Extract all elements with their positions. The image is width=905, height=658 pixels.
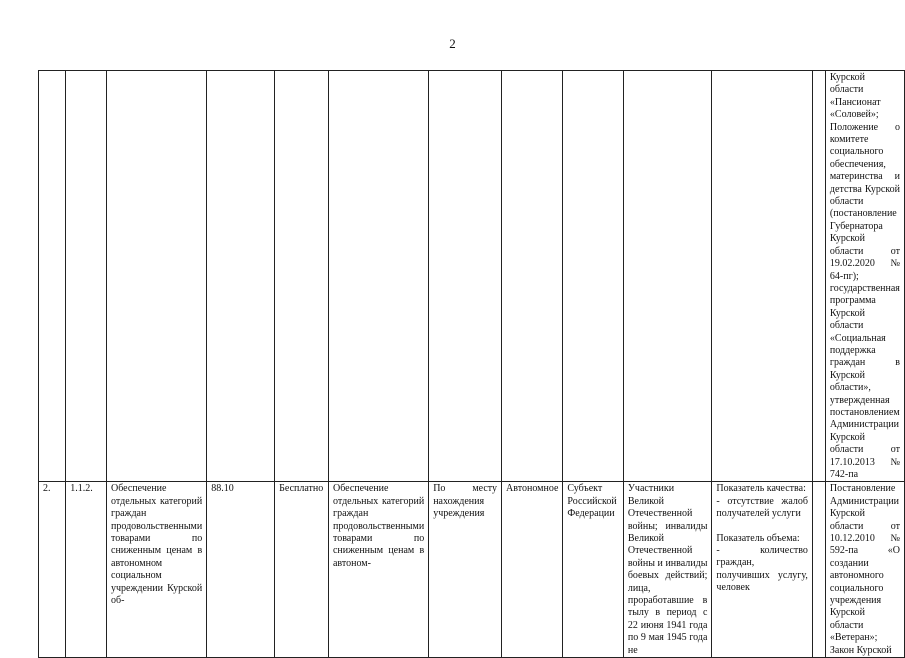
cell-consumers bbox=[623, 482, 712, 658]
cell-empty bbox=[66, 71, 107, 482]
founder-text: Субъект Российской Федерации bbox=[567, 483, 617, 520]
cell-empty bbox=[328, 71, 428, 482]
cell-empty bbox=[207, 71, 275, 482]
legal-basis-text: Постановление Администрации Курской области от 10.12.2010 № 592-па «О создании автономного социального учреждения Курской области «Ветеран»; Закон Курской bbox=[829, 483, 900, 656]
cell-empty bbox=[107, 71, 207, 482]
cell-delivery-form bbox=[429, 482, 502, 658]
cell-empty bbox=[812, 482, 825, 658]
service-name-text: Обеспечение отдельных категорий граждан продовольственными товарами по сниженным ценам в автономном социальном учреждении Курской об- bbox=[111, 483, 203, 607]
cell-indicators bbox=[712, 482, 813, 658]
cell-work-content bbox=[328, 482, 428, 658]
cell-row-number: 2. bbox=[39, 482, 66, 658]
quality-indicator-item: - отсутствие жалоб получателей услуги bbox=[716, 495, 808, 520]
volume-indicator-title: Показатель объема: bbox=[716, 532, 800, 544]
institution-type-text: Автономное bbox=[506, 483, 559, 495]
cell-okved: 88.10 bbox=[207, 482, 275, 658]
cell-service-code: 1.1.2. bbox=[66, 482, 107, 658]
volume-indicator-item: - количество граждан, получивших услугу, человек bbox=[716, 545, 808, 594]
cell-empty bbox=[275, 71, 329, 482]
cell-empty bbox=[712, 71, 813, 482]
table-row bbox=[39, 71, 905, 482]
cell-payment bbox=[275, 482, 329, 658]
registry-table bbox=[38, 70, 905, 658]
payment-text: Бесплатно bbox=[279, 483, 324, 495]
cell-empty bbox=[812, 71, 825, 482]
cell-empty bbox=[623, 71, 712, 482]
table-row bbox=[39, 482, 905, 658]
cell-founder bbox=[563, 482, 623, 658]
quality-indicator-title: Показатель качества: bbox=[716, 483, 806, 495]
page-number: 2 bbox=[449, 36, 456, 51]
consumers-text: Участники Великой Отечественной войны; инвалиды Великой Отечественной войны и инвалиды боевых действий; лица, проработавшие в тылу в период с 22 июня 1941 года по 9 мая 1945 года не bbox=[627, 483, 708, 656]
work-content-text: Обеспечение отдельных категорий граждан продовольственными товарами по сниженным ценам в автоном- bbox=[332, 483, 425, 569]
cell-institution-type bbox=[502, 482, 563, 658]
cell-empty bbox=[502, 71, 563, 482]
cell-empty bbox=[39, 71, 66, 482]
delivery-form-text: По месту нахождения учреждения bbox=[433, 483, 498, 520]
cell-legal-basis bbox=[825, 71, 904, 482]
cell-empty bbox=[563, 71, 623, 482]
cell-legal-basis bbox=[825, 482, 904, 658]
cell-service-name bbox=[107, 482, 207, 658]
legal-basis-text: Курской области «Пансионат «Соловей»; Положение о комитете социального обеспечения, материнства и детства Курской области (постановление Губернатора Курской области от 19.02.2020 № 64-пг); государственная программа Курской области «Социальная поддержка граждан в Курской области», утвержденная постановлением Администрации Курской области от 17.10.2013 № 742-па bbox=[829, 72, 900, 480]
cell-empty bbox=[429, 71, 502, 482]
